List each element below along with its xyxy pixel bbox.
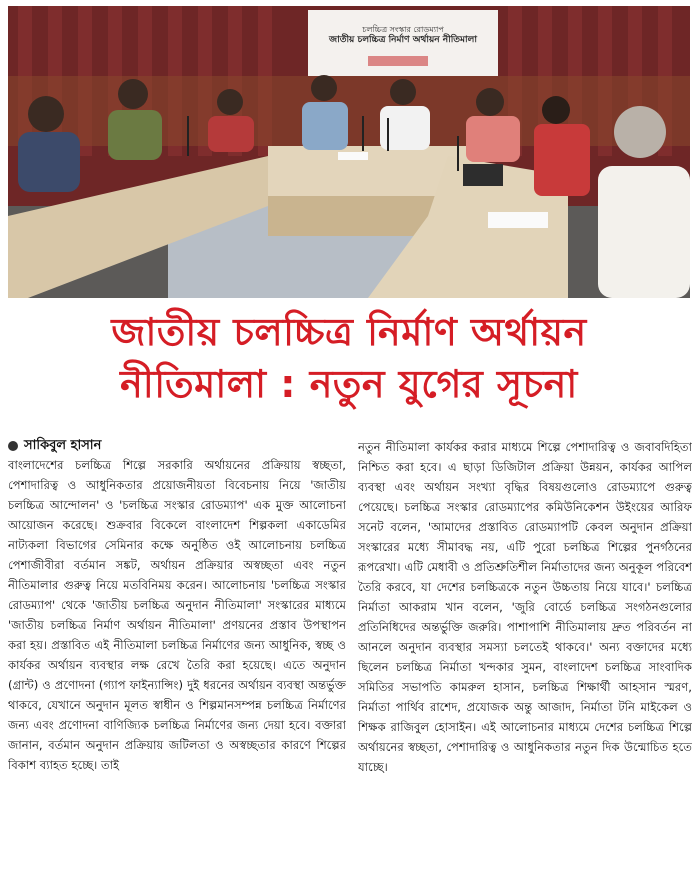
article-text-right: নতুন নীতিমালা কার্যকর করার মাধ্যমে শিল্পে পেশাদারিত্ব ও জবাবদিহিতা নিশ্চিত করা হবে। এ ছাড়া ডিজিটাল প্রক্রিয়া উন্নয়ন, কার্যকর আপিল ব্যবস্থা এবং অর্থায়ন সংখ্যা বৃদ্ধির বিষয়গুলোও রোডম্যাপে গুরুত্ব পেয়েছে। চলচ্চিত্র সংস্কার রোডম্যাপের কমিউনিকেশন উইংয়ের আরিফ সনেট বলেন, 'আমাদের প্রস্তাবিত রোডম্যাপটি কেবল অনুদান প্রক্রিয়া সংস্কারের মধ্যে সীমাবদ্ধ নয়, এটি পুরো চলচ্চিত্র শিল্পের পুনর্গঠনের রূপরেখা। এটি মেধাবী ও প্রতিশ্রুতিশীল নির্মাতাদের জন্য অনুকূল পরিবেশ তৈরি করবে, যা দেশের চলচ্চিত্রকে নতুন উচ্চতায় নিয়ে যাবে।' চলচ্চিত্র নির্মাতা আকরাম খান বলেন, 'জুরি বোর্ডে চলচ্চিত্র সংগঠনগুলোর প্রতিনিধিদের অন্তর্ভুক্তি জরুরি। পাশাপাশি নীতিমালায় দ্রুত পরিবর্তন না আনলে অনুদান ব্যবস্থার সমস্যা চলতেই থাকবে।' অন্য বক্তাদের মধ্যে ছিলেন চলচ্চিত্র নির্মাতা খন্দকার সুমন, বাংলাদেশ চলচ্চিত্র সাংবাদিক সমিতির সভাপতি কামরুল হাসান, চলচ্চিত্র শিক্ষার্থী আহসান স্মরণ, নির্মাতা পার্থিব রাশেদ, প্রযোজক অন্তু আজাদ, নির্মাতা টনি মাইকেল ও শিক্ষক রাজিবুল হোসাইন। এই আলোচনার মাধ্যমে দেশের চলচ্চিত্র শিল্পে অর্থায়নের স্বচ্ছতা, পেশাদারিত্ব ও আধুনিকতার নতুন দিক উন্মোচিত হতে যাচ্ছে। <box>358 440 692 774</box>
bullet-icon <box>8 441 18 451</box>
headline-line-1: জাতীয় চলচ্চিত্র নির্মাণ অর্থায়ন <box>111 310 587 354</box>
banner-line-1: চলচ্চিত্র সংস্কার রোডম্যাপ <box>362 25 444 34</box>
article-text-left: বাংলাদেশের চলচ্চিত্র শিল্পে সরকারি অর্থায়নের প্রক্রিয়ায় স্বচ্ছতা, পেশাদারিত্ব ও আধুনিকতার প্রয়োজনীয়তা বিবেচনায় নিয়ে 'জাতীয় চলচ্চিত্র আন্দোলন' ও 'চলচ্চিত্র সংস্কার রোডম্যাপ' এক মুক্ত আলোচনা আয়োজন করেছে। শুক্রবার বিকেলে বাংলাদেশ শিল্পকলা একাডেমির নাট্যকলা বিভাগের সেমিনার কক্ষে অনুষ্ঠিত ওই আলোচনায় চলচ্চিত্র পেশাজীবীরা বর্তমান সঙ্কট, অর্থায়ন প্রক্রিয়ার অস্বচ্ছতা এবং নতুন নীতিমালার গুরুত্ব নিয়ে মতবিনিময় করেন। আলোচনায় 'চলচ্চিত্র সংস্কার রোডম্যাপ' থেকে 'জাতীয় চলচ্চিত্র অনুদান নীতিমালা' সংস্কারের মাধ্যমে 'জাতীয় চলচ্চিত্র নির্মাণ অর্থায়ন নীতিমালা' প্রণয়নের প্রস্তাব উপস্থাপন করা হয়। প্রস্তাবিত এই নীতিমালা চলচ্চিত্র নির্মাণের জন্য আধুনিক, স্বচ্ছ ও কার্যকর অর্থায়ন ব্যবস্থার লক্ষ রেখে তৈরি করা হয়েছে। এতে অনুদান (গ্রান্ট) ও প্রণোদনা (গ্যাপ ফাইন্যান্সিং) দুই ধরনের অর্থায়ন ব্যবস্থা অন্তর্ভুক্ত থাকবে, যেখানে অনুদান মূলত স্বাধীন ও শিল্পমানসম্পন্ন চলচ্চিত্র নির্মাণের জন্য এবং প্রণোদনা বাণিজ্যিক চলচ্চিত্র নির্মাণের জন্য দেয়া হবে। বক্তারা জানান, বর্তমান অনুদান প্রক্রিয়ায় জটিলতা ও অস্বচ্ছতার কারণে শিল্পের বিকাশ ব্যাহত হচ্ছে। তাই <box>8 458 346 772</box>
meeting-photo <box>8 6 690 298</box>
banner-caption <box>328 24 478 46</box>
headline-line-2: নীতিমালা : নতুন যুগের সূচনা <box>120 362 578 406</box>
author-name: সাকিবুল হাসান <box>24 437 102 453</box>
byline <box>8 437 101 455</box>
banner-line-2: জাতীয় চলচ্চিত্র নির্মাণ অর্থায়ন নীতিমালা <box>329 35 477 45</box>
headline <box>6 306 692 410</box>
article-column-left <box>8 455 346 875</box>
article-column-right <box>358 437 692 875</box>
meeting-photo-illustration <box>8 6 690 298</box>
